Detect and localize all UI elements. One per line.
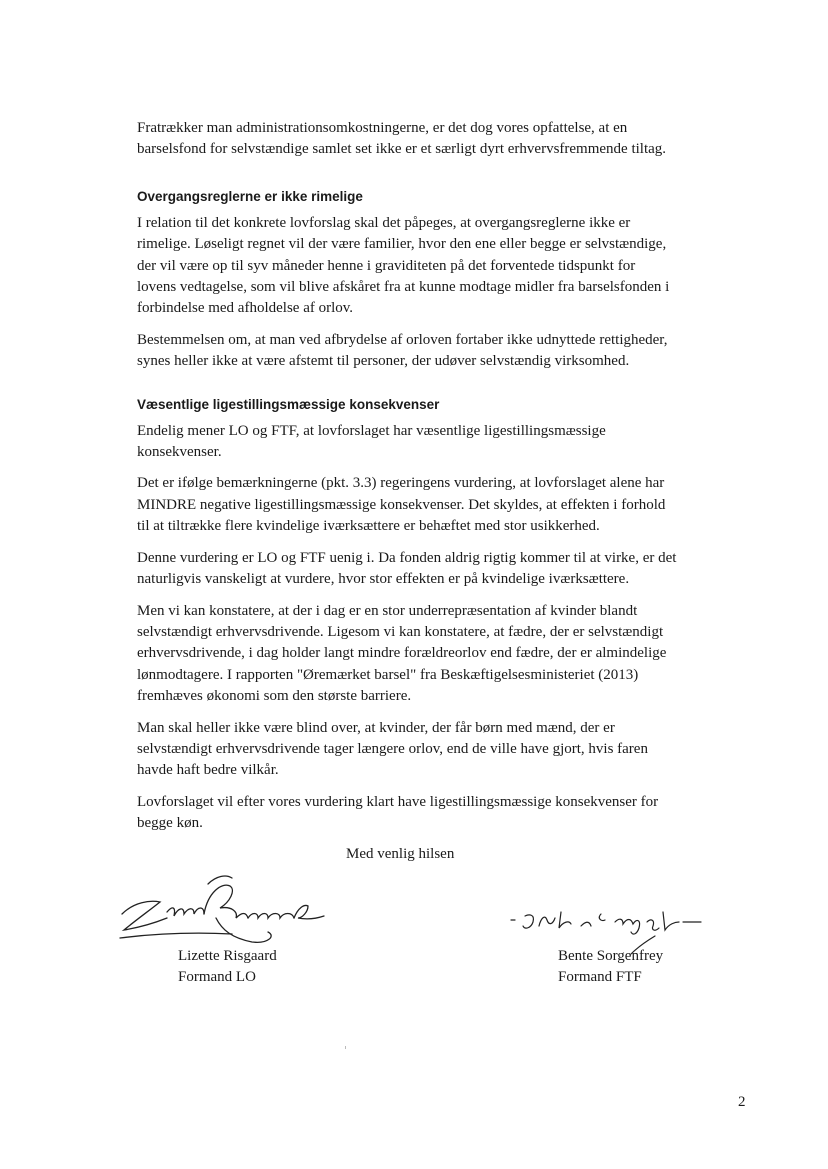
page-number: 2 <box>738 1094 746 1110</box>
scan-speck <box>345 1046 346 1049</box>
section-heading-ligestilling: Væsentlige ligestillingsmæssige konsekvenser <box>137 396 440 412</box>
paragraph: I relation til det konkrete lovforslag skal det påpeges, at overgangsreglerne ikke er rimelige. Løseligt regnet vil der være familier, hvor den ene eller begge er selvstændige, der vil være op til syv måneder henne i graviditeten på det forventede tidspunkt for lovens vedtagelse, som vil blive afskåret fra at kunne modtage midler fra barselsfonden i forbindelse med afholdelse af orlov. <box>137 214 670 317</box>
section-heading-overgangsregler: Overgangsreglerne er ikke rimelige <box>137 188 363 204</box>
paragraph: Bestemmelsen om, at man ved afbrydelse af orloven fortaber ikke udnyttede rettigheder, synes heller ikke at være afstemt til personer, der udøver selvstændig virksomhed. <box>137 331 668 370</box>
paragraph: Lovforslaget vil efter vores vurdering klart have ligestillingsmæssige konsekvenser for begge køn. <box>137 793 659 832</box>
closing-salutation: Med venlig hilsen <box>346 846 455 862</box>
signatory-name: Bente Sorgenfrey <box>558 948 664 964</box>
paragraph: Endelig mener LO og FTF, at lovforslaget har væsentlige ligestillingsmæssige konsekvenser. <box>137 422 606 461</box>
intro-paragraph: Fratrækker man administrationsomkostningerne, er det dog vores opfattelse, at en barselsfond for selvstændige samlet set ikke er et særligt dyrt erhvervsfremmende tiltag. <box>137 120 667 158</box>
letter-body <box>137 118 677 845</box>
signature-lo <box>112 872 332 952</box>
paragraph: Man skal heller ikke være blind over, at kvinder, der får børn med mænd, der er selvstændigt erhvervsdrivende tager længere orlov, end de ville have gjort, hvis faren havde haft bedre vilkår. <box>137 719 648 779</box>
paragraph: Denne vurdering er LO og FTF uenig i. Da fonden aldrig rigtig kommer til at virke, er det naturligvis vanskeligt at vurdere, hvor stor effekten er på kvindelige iværksættere. <box>137 549 677 588</box>
signatory-lo <box>178 946 277 988</box>
signatory-ftf <box>558 946 663 988</box>
paragraph: Men vi kan konstatere, at der i dag er en stor underrepræsentation af kvinder blandt selvstændigt erhvervsdrivende. Ligesom vi kan konstatere, at fædre, der er selvstændigt erhvervsdrivende, i dag holder langt mindre forældreorlov end fædre, der er almindelige lønmodtagere. I rapporten "Øremærket barsel" fra Beskæftigelsesministeriet (2013) fremhæves økonomi som den største barriere. <box>137 602 667 705</box>
signatory-title: Formand LO <box>178 969 256 985</box>
signatory-name: Lizette Risgaard <box>178 948 277 964</box>
signatory-title: Formand FTF <box>558 969 642 985</box>
paragraph: Det er ifølge bemærkningerne (pkt. 3.3) regeringens vurdering, at lovforslaget alene har MINDRE negative ligestillingsmæssige konsekvenser. Det skyldes, at effekten i forhold til at tiltrække flere kvindelige iværksættere er behæftet med stor usikkerhed. <box>137 475 666 535</box>
